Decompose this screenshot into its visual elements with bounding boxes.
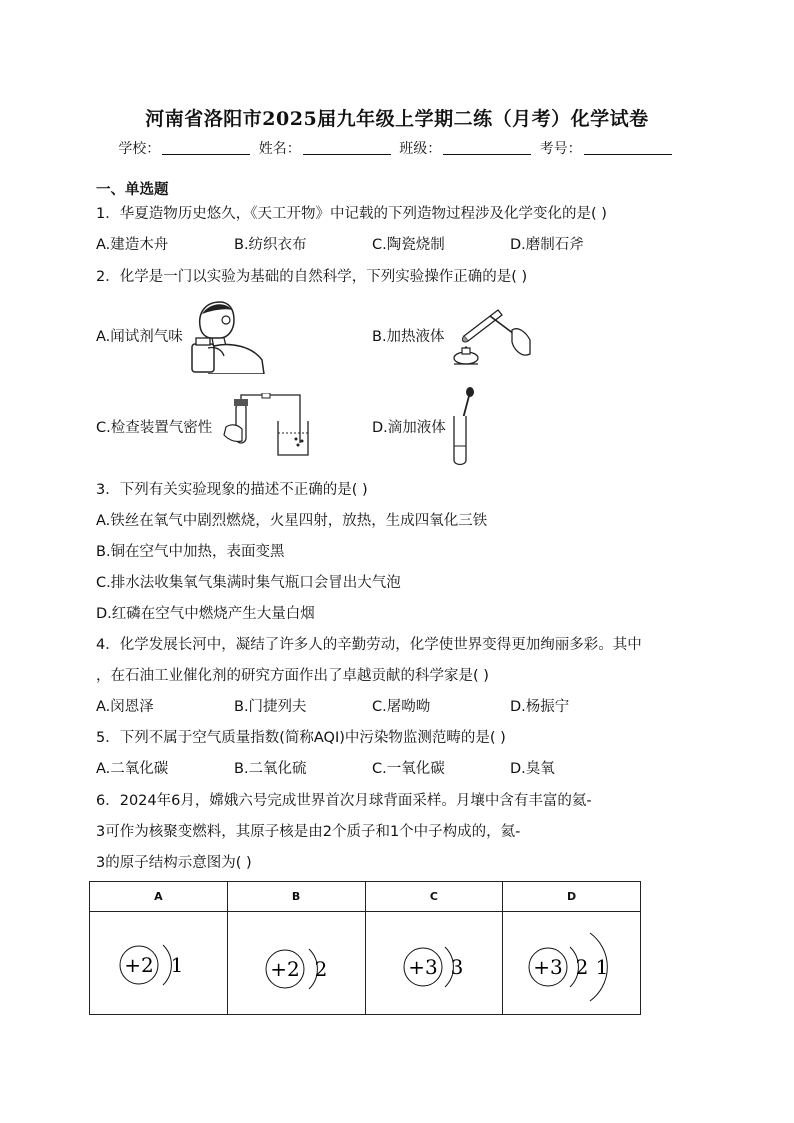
question-4-stem-line-1: 4．化学发展长河中，凝结了许多人的辛勤劳动，化学使世界变得更加绚丽多彩。其中 [96,637,642,653]
q2-option-d[interactable]: D.滴加液体 [372,420,446,436]
q4-option-d[interactable]: D.杨振宁 [510,699,570,715]
table-header-d: D [503,882,641,912]
q3-option-d[interactable]: D.红磷在空气中燃烧产生大量白烟 [96,606,315,622]
atom-c-shell-1: 3 [450,955,464,979]
atom-c-nucleus: +3 [408,955,438,979]
number-label: 考号： [539,141,582,157]
heat-liquid-figure [450,306,532,368]
drop-liquid-figure [446,386,476,466]
q1-option-d[interactable]: D.磨制石斧 [510,237,584,253]
atom-b-nucleus: +2 [270,957,300,981]
table-header-a: A [90,882,228,912]
q2-option-a[interactable]: A.闻试剂气味 [96,329,183,345]
question-2-stem: 2．化学是一门以实验为基础的自然科学，下列实验操作正确的是( ) [96,269,528,285]
q3-option-c[interactable]: C.排水法收集氧气集满时集气瓶口会冒出大气泡 [96,575,401,591]
q6-option-c[interactable] [365,912,503,1015]
q5-option-c[interactable]: C.一氧化碳 [372,761,445,777]
q6-option-a[interactable] [90,912,228,1015]
table-header-b: B [227,882,365,912]
q5-option-a[interactable]: A.二氧化碳 [96,761,169,777]
q1-option-b[interactable]: B.纺织衣布 [234,237,307,253]
q2-option-b[interactable]: B.加热液体 [372,329,445,345]
q1-option-a[interactable]: A.建造木舟 [96,237,169,253]
q6-option-d[interactable] [503,912,641,1015]
atom-diagram-c [379,923,489,1003]
question-6-stem-line-2: 3可作为核聚变燃料，其原子核是由2个质子和1个中子构成的，氦- [96,824,521,840]
name-label: 姓名： [258,141,301,157]
atom-a-nucleus: +2 [124,953,155,977]
q1-option-c[interactable]: C.陶瓷烧制 [372,237,445,253]
name-blank[interactable] [303,140,391,155]
atom-d-shell-2: 1 [595,955,608,979]
q3-option-a[interactable]: A.铁丝在氧气中剧烈燃烧，火星四射，放热，生成四氧化三铁 [96,513,488,529]
school-label: 学校： [118,141,161,157]
school-blank[interactable] [162,140,250,155]
q4-option-c[interactable]: C.屠呦呦 [372,699,431,715]
atom-a-shell-1: 1 [171,953,184,977]
q4-option-a[interactable]: A.闵恩泽 [96,699,154,715]
q2-option-c[interactable]: C.检查装置气密性 [96,420,213,436]
atom-d-nucleus: +3 [532,955,563,979]
class-blank[interactable] [443,140,531,155]
class-label: 班级： [399,141,442,157]
question-1-stem: 1．华夏造物历史悠久，《天工开物》中记载的下列造物过程涉及化学变化的是( ) [96,206,607,222]
student-info-row [0,138,794,158]
q5-option-d[interactable]: D.臭氧 [510,761,555,777]
atom-diagram-b [241,923,351,1003]
question-6-stem-line-3: 3的原子结构示意图为( ) [96,855,252,871]
atom-structure-table [89,881,641,1015]
airtightness-check-figure [222,393,314,461]
section-title: 一、单选题 [96,182,169,198]
q3-option-b[interactable]: B.铜在空气中加热，表面变黑 [96,544,285,560]
question-6-stem-line-1: 6．2024年6月，嫦娥六号完成世界首次月球背面采样。月壤中含有丰富的氦- [96,793,592,809]
question-5-stem: 5．下列不属于空气质量指数(简称AQI)中污染物监测范畴的是( ) [96,730,506,746]
q6-option-b[interactable] [227,912,365,1015]
question-4-stem-line-2: ，在石油工业催化剂的研究方面作出了卓越贡献的科学家是( ) [96,668,489,684]
atom-b-shell-1: 2 [314,957,328,981]
question-3-stem: 3．下列有关实验现象的描述不正确的是( ) [96,482,368,498]
smell-reagent-figure [190,296,268,374]
q5-option-b[interactable]: B.二氧化硫 [234,761,307,777]
number-blank[interactable] [584,140,672,155]
q4-option-b[interactable]: B.门捷列夫 [234,699,307,715]
atom-diagram-a [103,923,213,1003]
table-header-c: C [365,882,503,912]
atom-d-shell-1: 2 [575,955,588,979]
exam-title: 河南省洛阳市2025届九年级上学期二练（月考）化学试卷 [145,108,649,130]
atom-diagram-d [512,923,632,1003]
